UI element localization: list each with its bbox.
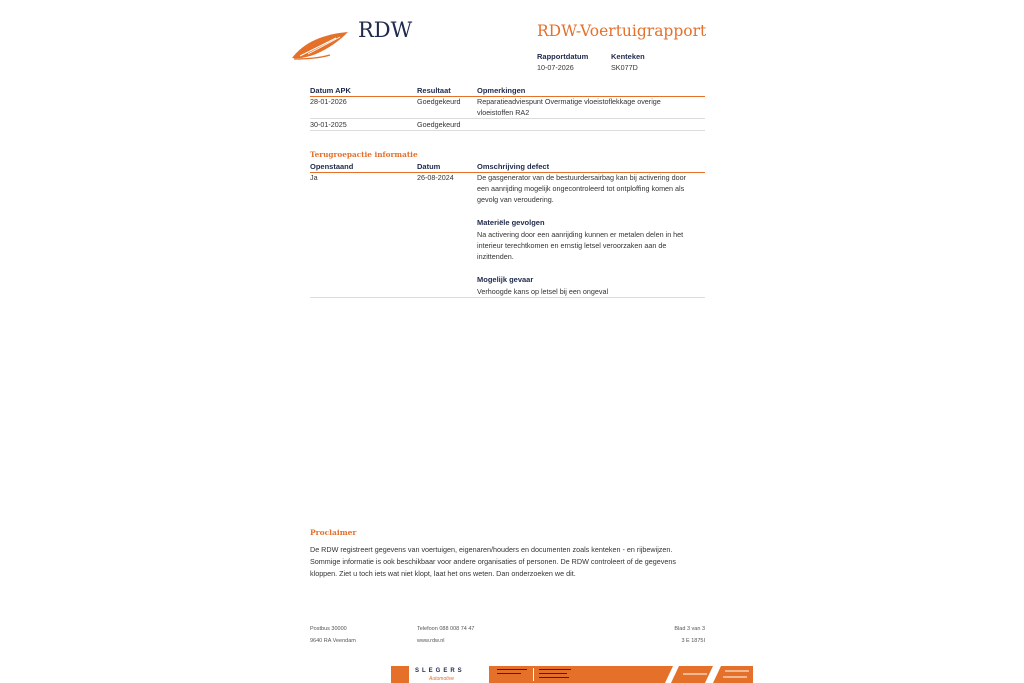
recall-gevolgen-line-1: Na activering door een aanrijding kunnen er metalen delen in het <box>477 230 684 239</box>
kenteken-value: SK077D <box>611 63 638 72</box>
recall-bottom-rule <box>310 297 705 298</box>
banner-left-strip <box>391 666 409 683</box>
footer-website[interactable]: www.rdw.nl <box>417 638 445 644</box>
recall-gevolgen-title: Materiële gevolgen <box>477 218 545 227</box>
recall-datum: 26-08-2024 <box>417 173 454 182</box>
banner-info-line-4 <box>539 673 567 674</box>
banner-info-line-5 <box>539 677 569 678</box>
apk-row-1-opmerkingen-line1: Reparatieadviespunt Overmatige vloeistoflekkage overige <box>477 97 661 106</box>
recall-gevolgen-line-2: interieur terechtkomen en ernstig letsel veroorzaken aan de <box>477 241 667 250</box>
banner-info-line-1 <box>497 669 527 670</box>
apk-row-1-opmerkingen-line2: vloeistoffen RA2 <box>477 108 530 117</box>
banner-info-line-2 <box>497 673 521 674</box>
recall-defect-line-3: gevolg van veroudering. <box>477 195 554 204</box>
proclaimer-line-2: Sommige informatie is ook beschikbaar voor andere organisaties of personen. De RDW controleert of de gegevens <box>310 557 676 566</box>
report-title: RDW-Voertuigrapport <box>537 22 707 40</box>
recall-gevolgen-line-3: inzittenden. <box>477 252 514 261</box>
rapportdatum-value: 10-07-2026 <box>537 63 574 72</box>
recall-openstaand: Ja <box>310 173 318 182</box>
recall-col-omschrijving: Omschrijving defect <box>477 162 550 171</box>
rdw-logo-icon <box>290 28 352 62</box>
banner-tagline: Automotive <box>429 676 455 682</box>
apk-row-1-resultaat: Goedgekeurd <box>417 97 461 106</box>
footer-blad: Blad 3 van 3 <box>674 626 705 632</box>
banner-brand: SLEGERS <box>415 668 465 674</box>
footer-postbus: Postbus 30000 <box>310 626 347 632</box>
footer-address: 9640 RA Veendam <box>310 638 356 644</box>
recall-gevaar-title: Mogelijk gevaar <box>477 275 534 284</box>
apk-col-resultaat: Resultaat <box>417 86 451 95</box>
footer-code: 3 E 1875I <box>681 638 705 644</box>
apk-col-opmerkingen: Opmerkingen <box>477 86 526 95</box>
recall-gevaar-text: Verhoogde kans op letsel bij een ongeval <box>477 287 609 296</box>
apk-row-1-rule <box>310 118 705 119</box>
recall-col-datum: Datum <box>417 162 441 171</box>
recall-defect-line-1: De gasgenerator van de bestuurdersairbag kan bij activering door <box>477 173 686 182</box>
apk-row-2-datum: 30-01-2025 <box>310 120 347 129</box>
proclaimer-line-3: kloppen. Ziet u toch iets wat niet klopt, laat het ons weten. Dan onderzoeken we dit. <box>310 569 576 578</box>
apk-col-datum: Datum APK <box>310 86 351 95</box>
recall-section-title: Terugroepactie informatie <box>310 150 418 159</box>
apk-row-1-datum: 28-01-2026 <box>310 97 347 106</box>
banner-info-line-3 <box>539 669 571 670</box>
apk-row-2-rule <box>310 130 705 131</box>
banner-stripes-icon <box>643 666 753 683</box>
kenteken-label: Kenteken <box>611 52 645 61</box>
proclaimer-title: Proclaimer <box>310 528 357 537</box>
recall-defect-line-2: een aanrijding mogelijk ongecontroleerd tot ontploffing komen als <box>477 184 685 193</box>
recall-col-openstaand: Openstaand <box>310 162 354 171</box>
banner-divider <box>533 668 534 681</box>
proclaimer-line-1: De RDW registreert gegevens van voertuigen, eigenaren/houders en documenten zoals kenteken - en rijbewijzen. <box>310 545 673 554</box>
rapportdatum-label: Rapportdatum <box>537 52 589 61</box>
logo-text: RDW <box>358 18 413 42</box>
dealer-banner <box>391 666 753 683</box>
apk-row-2-resultaat: Goedgekeurd <box>417 120 461 129</box>
footer-telefoon: Telefoon 088 008 74 47 <box>417 626 475 632</box>
